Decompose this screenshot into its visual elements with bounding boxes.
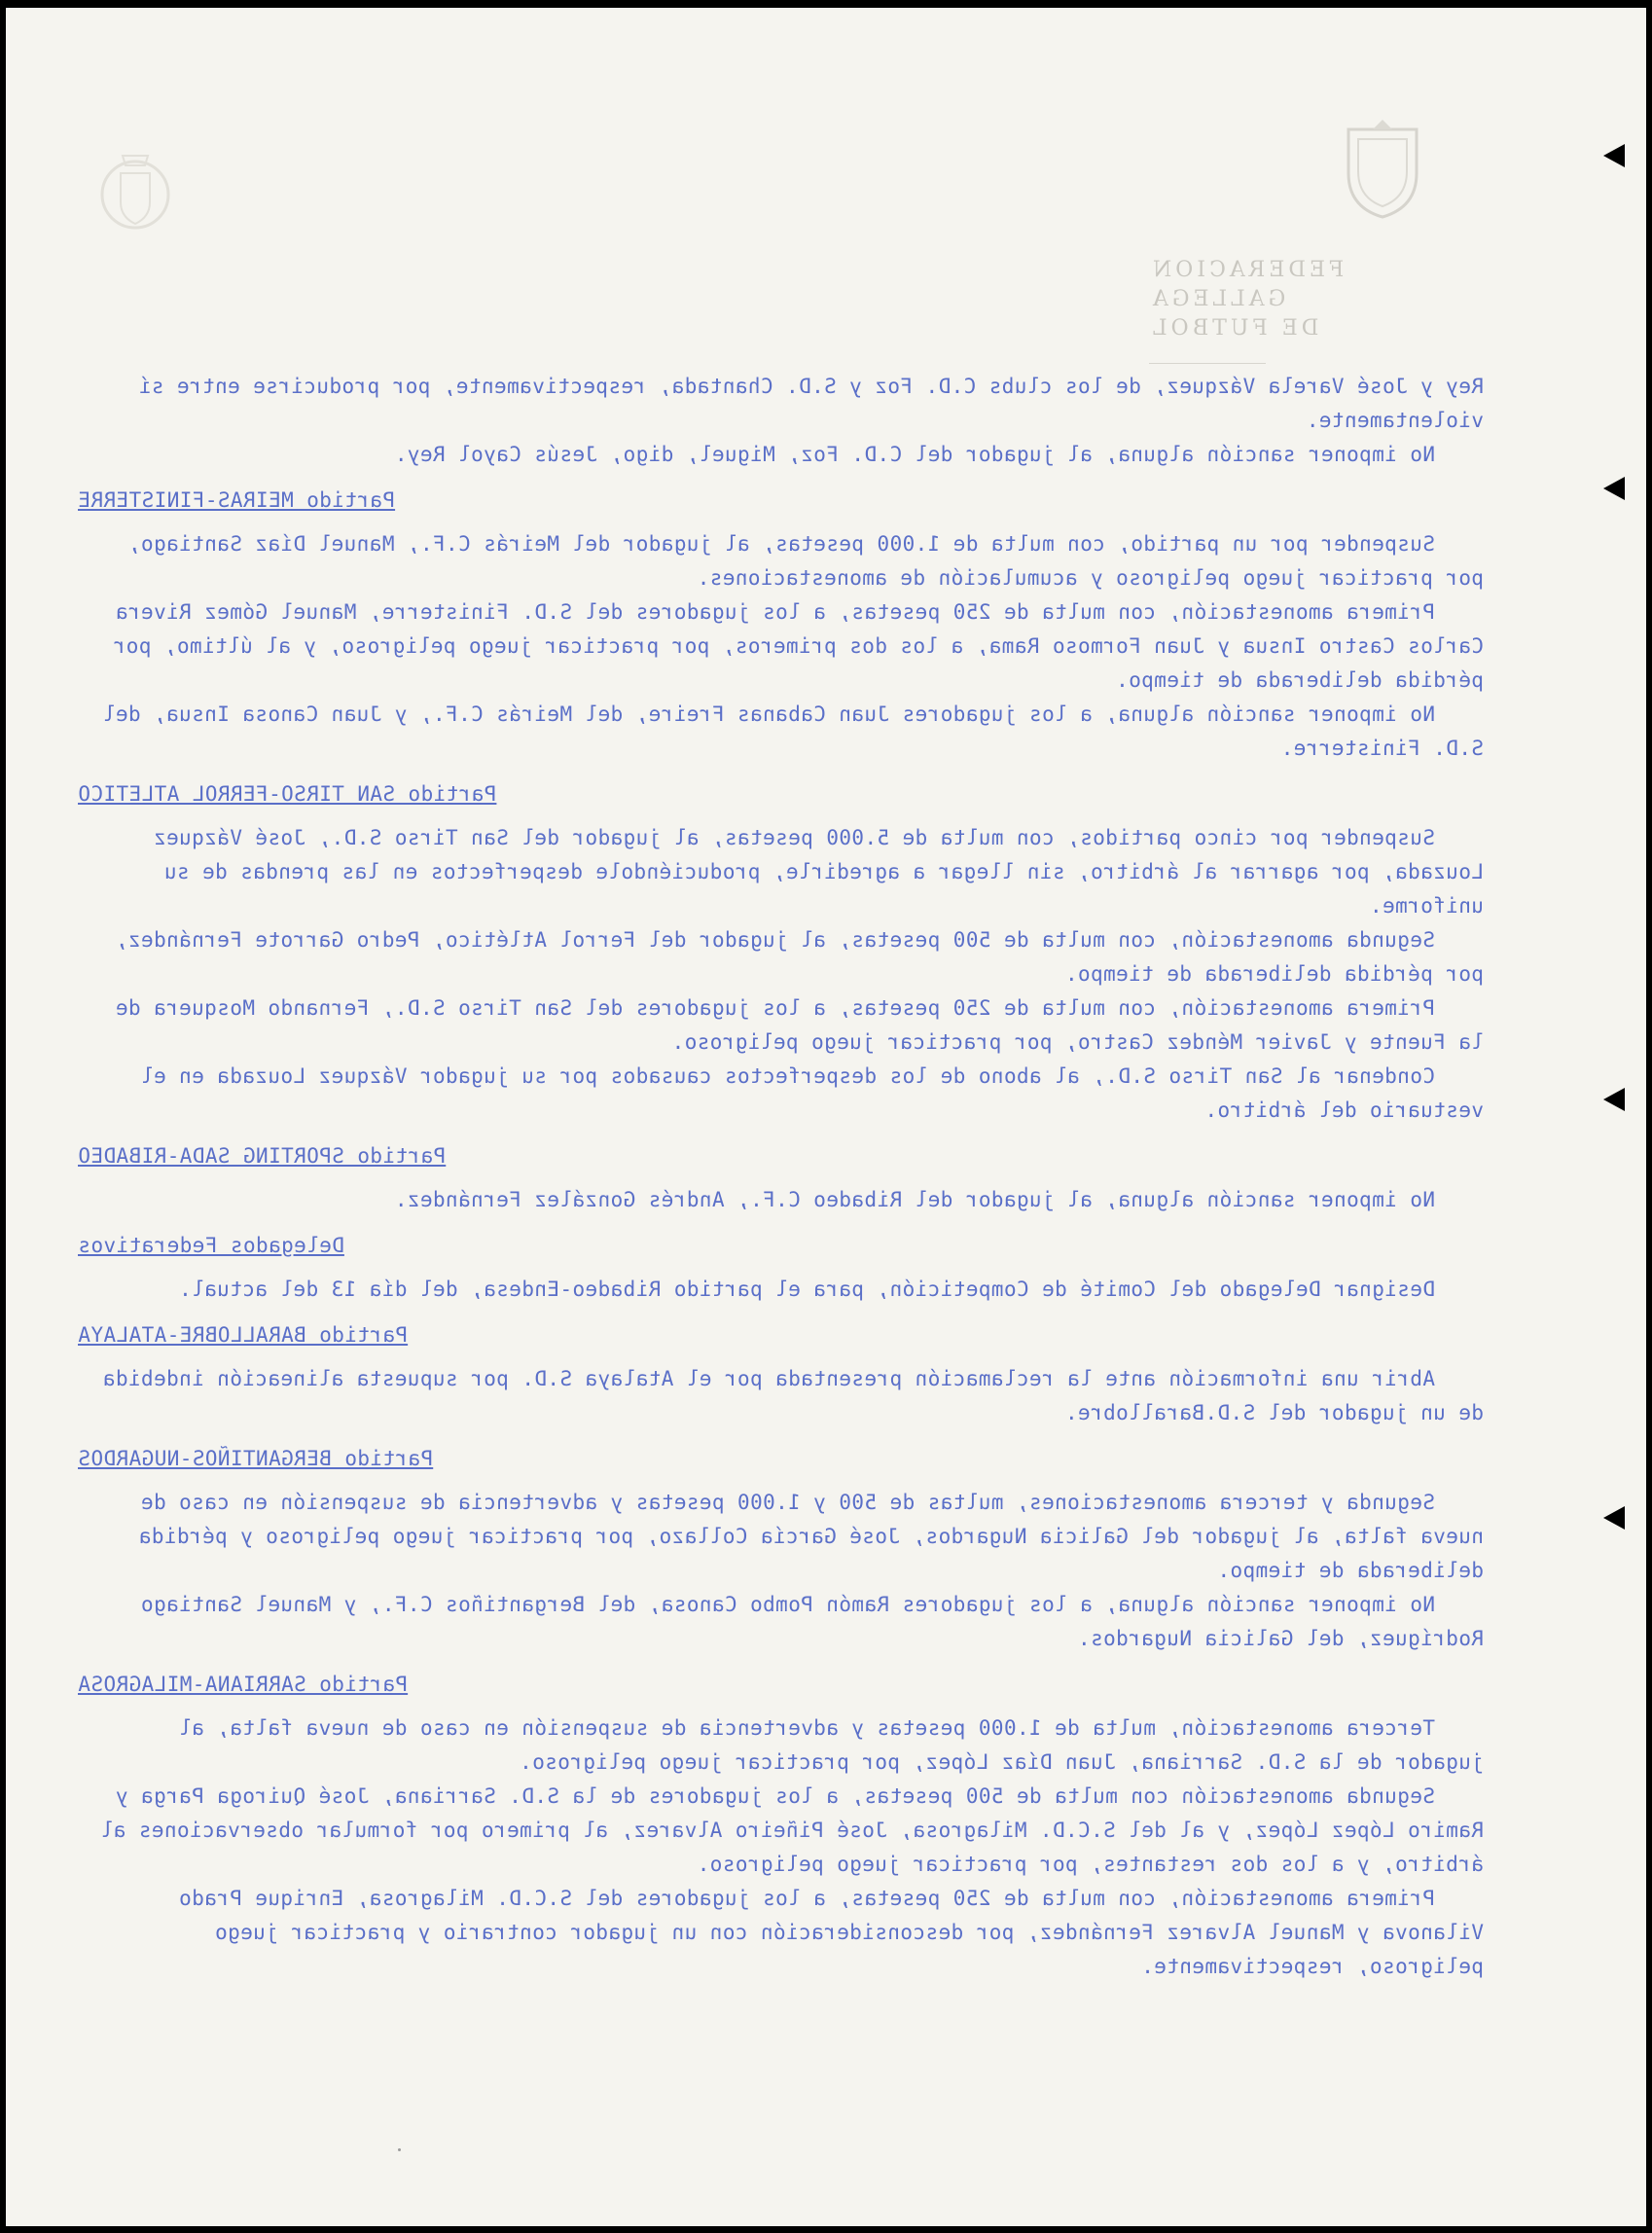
body-paragraph: Segunda amonestación con multa de 500 pesetas, a los jugadores de la S.D. Sarriana, José Quiroga Parga y Ramiro López López, y al del S.C.D. Milagrosa, José Piñeiro Alvarez, al primero por formular observaciones al árbitro, y a los dos restantes, por practicar juego peligroso. xyxy=(88,1784,1484,1876)
body-paragraph: Tercera amonestación, multa de 1.000 pesetas y advertencia de suspensión en caso de nueva falta, al jugador de la S.D. Sarriana, Juan Díaz López, por practicar juego peligroso. xyxy=(165,1716,1484,1774)
body-paragraph: Abrir una información ante la reclamación presentada por el Atalaya S.D. por supuesta alineación indebida de un jugador del S.D.Barallobre. xyxy=(90,1367,1484,1424)
letterhead-line-2: DE FUTBOL xyxy=(1149,316,1319,341)
federation-emblem-icon xyxy=(1339,115,1426,222)
section-heading: Delegados Federativos xyxy=(78,1234,344,1257)
body-paragraph: Segunda y tercera amonestaciones, multas de 500 y 1.000 pesetas y advertencia de suspensión en caso de nueva falta, al jugador del Galicia Nugardos, José García Collazo, por practicar juego peligroso y pérdida deliberada de tiempo. xyxy=(126,1491,1484,1582)
letterhead xyxy=(1149,256,1441,364)
section-heading: Partido BERGANTIÑOS-NUGARDOS xyxy=(78,1447,434,1470)
body-paragraph: Primera amonestación, con multa de 250 pesetas, a los jugadores del S.D. Finisterre, Manuel Gómez Rivera Carlos Castro Insua y Juan Formoso Rama, a los dos primeros, por practicar juego peligroso, y al último, por pérdida deliberada de tiempo. xyxy=(100,600,1484,692)
section-heading: Partido MEIRAS-FINISTERRE xyxy=(78,488,396,512)
page-edge-tab xyxy=(1603,144,1625,167)
body-paragraph: Suspender por cinco partidos, con multa de 5.000 pesetas, al jugador del San Tirso S.D., José Vázquez Louzada, por agarrar al árbitro, sin llegar a agredirle, produciéndole desperfectos en las prendas de su uniforme. xyxy=(140,826,1484,918)
body-paragraph: Segunda amonestación, con multa de 500 pesetas, al jugador del Ferrol Atlético, Pedro Garrote Fernández, por pérdida deliberada de tiempo. xyxy=(102,928,1484,986)
body-paragraph: No imponer sanción alguna, a los jugadores Ramón Pombo Canosa, del Bergantiños C.F., y Manuel Santiago Rodríguez, del Galicia Nugardos. xyxy=(127,1593,1484,1650)
watermark-crest-icon xyxy=(91,134,179,241)
section-heading: Partido SAN TIRSO-FERROL ATLETICO xyxy=(78,782,497,806)
page-edge-tab xyxy=(1603,1506,1625,1530)
letterhead-rule xyxy=(1149,363,1266,364)
document-body xyxy=(78,370,1484,1984)
body-paragraph: No imponer sanción alguna, al jugador del C.D. Foz, Miguel, digo, Jesús Cayol Rey. xyxy=(394,443,1435,466)
section-heading: Partido BARALLOBRE-ATALAYA xyxy=(78,1323,409,1347)
body-paragraph: Rey y José Varela Vázquez, de los clubs C.D. Foz y S.D. Chantada, respectivamente, por producirse entre sí violentamente. xyxy=(126,375,1484,432)
page-edge-tab xyxy=(1603,1088,1625,1111)
body-paragraph: No imponer sanción alguna, al jugador del Ribadeo C.F., Andrés González Fernández. xyxy=(394,1188,1435,1211)
document-page xyxy=(6,8,1646,2226)
body-paragraph: No imponer sanción alguna, a los jugadores Juan Cabanas Freire, del Meirás C.F., y Juan Canosa Insua, del S.D. Finisterre. xyxy=(90,702,1484,760)
letterhead-line-1: FEDERACION GALLEGA xyxy=(1149,258,1345,311)
page-edge-tab xyxy=(1603,477,1625,500)
body-paragraph: Primera amonestación, con multa de 250 pesetas, a los jugadores del San Tirso S.D., Fernando Mosquera de la Fuente y Javier Méndez Castro, por practicar juego peligroso. xyxy=(102,996,1484,1054)
body-paragraph: Primera amonestación, con multa de 250 pesetas, a los jugadores del S.C.D. Milagrosa, Enrique Prado Vilanova y Manuel Alvarez Fernández, por desconsideración con un jugador contrario y practicar juego peligroso, respectivamente. xyxy=(165,1887,1484,1978)
section-heading: Partido SARRIANA-MILAGROSA xyxy=(78,1673,409,1696)
paper-speck xyxy=(398,2148,401,2151)
section-heading: Partido SPORTING SADA-RIBADEO xyxy=(78,1144,447,1168)
body-paragraph: Suspender por un partido, con multa de 1.000 pesetas, al jugador del Meirás C.F., Manuel Díaz Santiago, por practicar juego peligroso y acumulación de amonestaciones. xyxy=(115,532,1484,590)
body-paragraph: Condenar al San Tirso S.D., al abono de los desperfectos causados por su jugador Vázquez Louzada en el vestuario del árbitro. xyxy=(127,1064,1484,1122)
body-paragraph: Designar Delegado del Comité de Competición, para el partido Ribadeo-Endesa, del día 13 del actual. xyxy=(178,1278,1435,1301)
